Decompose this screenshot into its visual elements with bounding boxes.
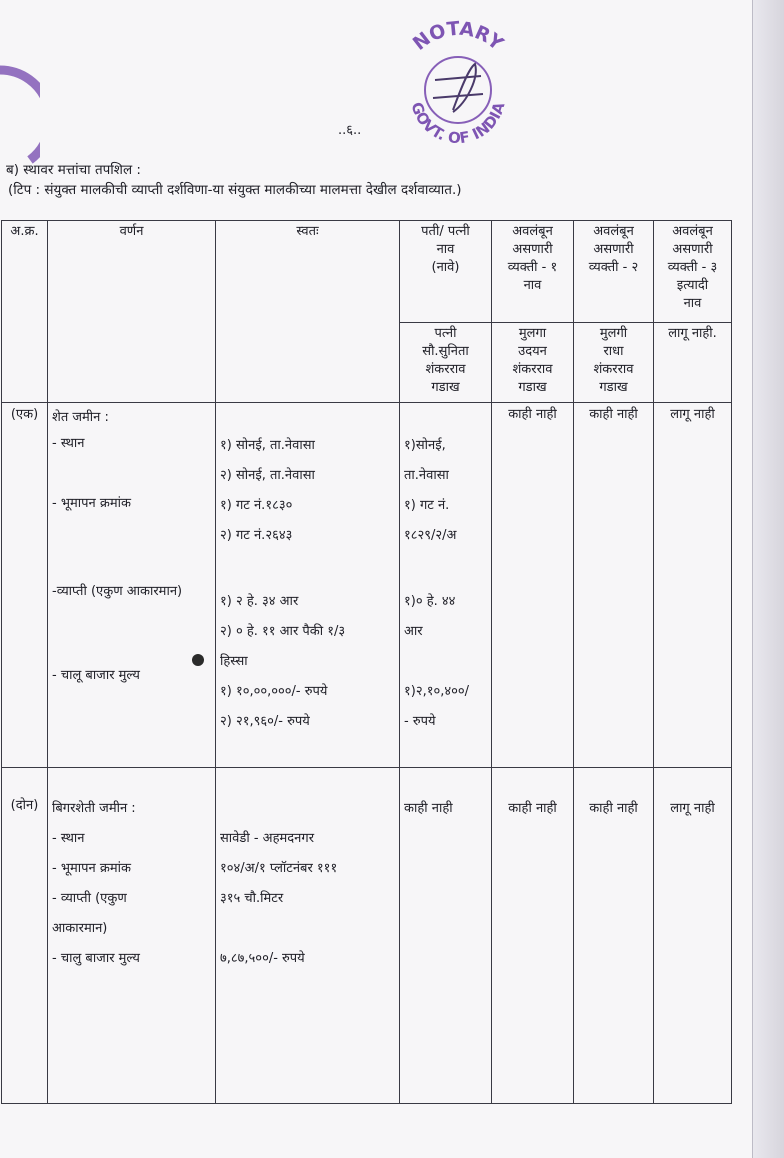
row1-dependent-2: काही नाही: [574, 403, 654, 768]
seal-top-text: NOTARY: [408, 18, 508, 55]
row2-description: बिगरशेती जमीन : - स्थान - भूमापन क्रमांक - व्याप्ती (एकुण आकारमान) - चालु बाजार मुल्य: [48, 768, 216, 1104]
row2-dependent-1: काही नाही: [492, 768, 574, 1104]
row1-self: १) सोनई, ता.नेवासा २) सोनई, ता.नेवासा १) गट नं.१८३० २) गट नं.२६४३ १) २ हे. ३४ आर २) ० हे. ११ आर पैकी १/३ हिस्सा १) १०,००,०००/- रुपये २) २१,९६०/- रुपये: [216, 403, 400, 768]
row1-spouse: १)सोनई, ता.नेवासा १) गट नं. १८२९/२/अ १)० हे. ४४ आर १)२,१०,४००/ - रुपये: [400, 403, 492, 768]
section-note: (टिप : संयुक्त मालकीची व्याप्ती दर्शविणा-या संयुक्त मालकीच्या मालमत्ता देखील दर्शवाव्यात.): [8, 182, 462, 198]
col-header-description: वर्णन: [48, 221, 216, 403]
ink-blot: [192, 654, 204, 666]
row2-self: सावेडी - अहमदनगर १०४/अ/१ प्लॉटनंबर १११ ३१५ चौ.मिटर ७,८७,५००/- रुपये: [216, 768, 400, 1104]
partial-seal-left: [0, 60, 40, 170]
row2-dependent-2: काही नाही: [574, 768, 654, 1104]
row1-sr: (एक): [2, 403, 48, 768]
svg-text:NOTARY: [409, 18, 508, 55]
spouse-name: पत्नी सौ.सुनिता शंकरराव गडाख: [400, 323, 492, 403]
page-edge: [752, 0, 784, 1158]
row1-description: शेत जमीन : - स्थान - भूमापन क्रमांक -व्याप्ती (एकुण आकारमान) - चालू बाजार मुल्य: [48, 403, 216, 768]
col-header-self: स्वतः: [216, 221, 400, 403]
table-header-row: [2, 221, 732, 323]
col-header-dependent-3: अवलंबून असणारी व्यक्ती - ३ इत्यादी नाव: [654, 221, 732, 323]
row1-dependent-1: काही नाही: [492, 403, 574, 768]
immovable-assets-table: [1, 220, 732, 1104]
dependent-2-name: मुलगी राधा शंकरराव गडाख: [574, 323, 654, 403]
row1-dependent-3: लागू नाही: [654, 403, 732, 768]
col-header-dependent-1: अवलंबून असणारी व्यक्ती - १ नाव: [492, 221, 574, 323]
table-row-agricultural-land: [2, 403, 732, 768]
table-row-non-agricultural-land: [2, 768, 732, 1104]
col-header-sr: अ.क्र.: [2, 221, 48, 403]
signature-scribble: [433, 64, 483, 112]
notary-seal-stamp: [383, 18, 533, 158]
dependent-3-name: लागू नाही.: [654, 323, 732, 403]
row2-sr: (दोन): [2, 768, 48, 1104]
col-header-spouse: पती/ पत्नी नाव (नावे): [400, 221, 492, 323]
dependent-1-name: मुलगा उदयन शंकरराव गडाख: [492, 323, 574, 403]
col-header-dependent-2: अवलंबून असणारी व्यक्ती - २: [574, 221, 654, 323]
row2-spouse: काही नाही: [400, 768, 492, 1104]
page-number: ..६..: [338, 123, 362, 138]
seal-bottom-text: GOVT. OF INDIA: [407, 99, 509, 148]
row2-dependent-3: लागू नाही: [654, 768, 732, 1104]
section-heading: ब) स्थावर मत्तांचा तपशिल :: [6, 162, 141, 178]
